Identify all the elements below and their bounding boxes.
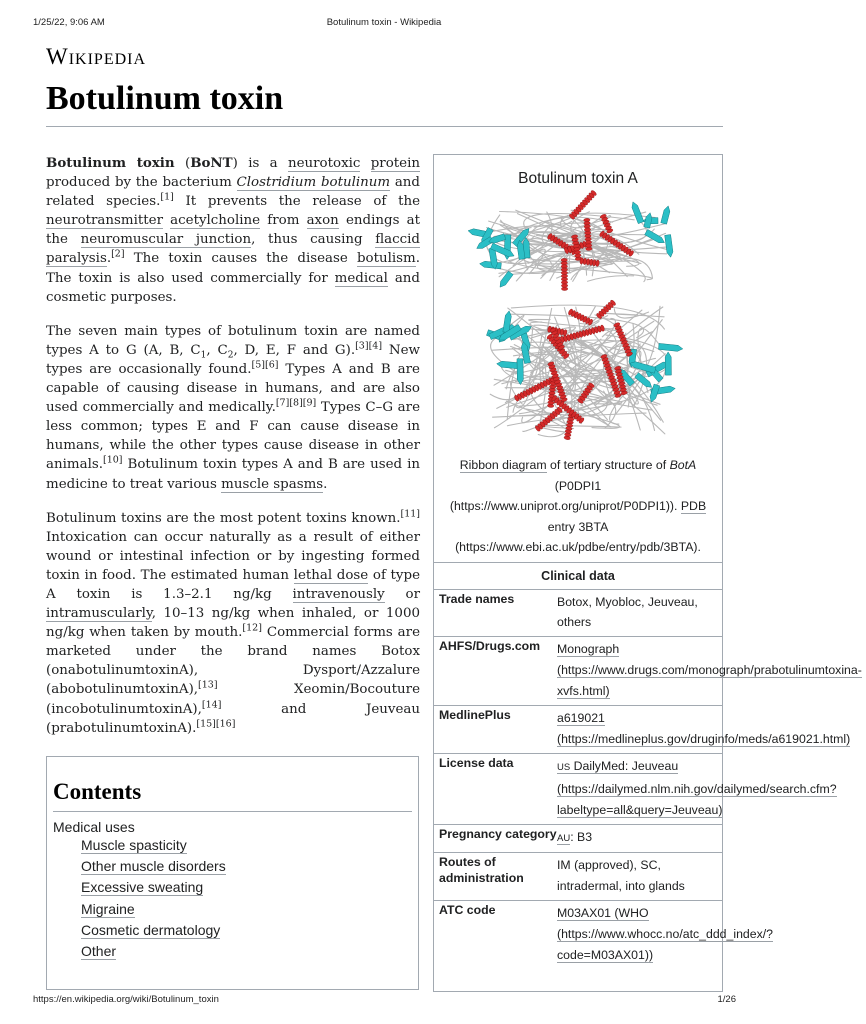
link-clostridium[interactable]: Clostridium botulinum bbox=[236, 175, 391, 191]
toc-item[interactable]: Migraine bbox=[81, 900, 135, 917]
infobox-value: IM (approved), SC, intradermal, into glands bbox=[557, 858, 685, 894]
table-of-contents bbox=[46, 756, 419, 990]
link-dailymed[interactable]: DailyMed: Jeuveau (https://dailymed.nlm.nih.gov/dailymed/search.cfm?labeltype=all&query=Jeuveau) bbox=[557, 758, 837, 817]
protein-ribbon-illustration bbox=[479, 201, 679, 449]
strand-arrow bbox=[480, 261, 502, 269]
paragraph-types: The seven main types of botulinum toxin are named types A to G (A, B, $C_1$, $C_2$, D, E, F and G).[3][4] New types are occasionally found.[5][6] Types A and B are capable of causing disease in humans, and are also used commercially and medically.[7][8][9] Types C–G are less common; types E and F can cause disease in humans, while the other types cause disease in other animals.[10] Botulinum toxin types A and B are used in medicine to treat various muscle spasms. bbox=[46, 323, 420, 492]
citation[interactable]: [2] bbox=[111, 249, 125, 260]
link-intramuscularly[interactable]: intramuscularly bbox=[46, 606, 152, 622]
link-atc-code[interactable]: M03AX01 (WHO (https://www.whocc.no/atc_ddd_index/?code=M03AX01)) bbox=[557, 906, 773, 963]
link-botulism[interactable]: botulism bbox=[356, 251, 416, 267]
paragraph-intro: Botulinum toxin (BoNT) is a neurotoxic protein produced by the bacterium Clostridium botulinum and related species.[1] It prevents the release of the neurotransmitter acetylcholine from axon endings at the neuromuscular junction, thus causing flaccid paralysis.[2] The toxin causes the disease botulism. The toxin is also used commercially for medical and cosmetic purposes. bbox=[46, 155, 421, 305]
helix-segment bbox=[561, 265, 567, 268]
infobox-value bbox=[557, 637, 866, 705]
citation[interactable]: [7] bbox=[275, 397, 290, 409]
strand-arrow bbox=[644, 213, 652, 228]
toc-item[interactable]: Cosmetic dermatology bbox=[81, 921, 221, 938]
link-protein[interactable]: protein bbox=[370, 156, 420, 171]
infobox-label[interactable]: License data bbox=[439, 755, 514, 770]
infobox-row-medlineplus bbox=[434, 705, 851, 753]
infobox-label[interactable]: ATC code bbox=[439, 903, 496, 918]
citation[interactable]: [8] bbox=[289, 397, 303, 409]
helix-segment bbox=[561, 274, 567, 277]
citation[interactable]: [9] bbox=[302, 397, 317, 409]
country-code-au[interactable]: AU bbox=[557, 832, 571, 844]
toc-item[interactable]: Muscle spasticity bbox=[81, 837, 187, 853]
infobox-title: Botulinum toxin A bbox=[518, 170, 638, 187]
print-datetime: 1/25/22, 9:06 AM bbox=[33, 17, 105, 28]
link-medlineplus[interactable]: a619021 (https://medlineplus.gov/druginfo/meds/a619021.html) bbox=[557, 711, 851, 746]
toc-item[interactable]: Other muscle disorders bbox=[81, 858, 226, 875]
strand-arrow bbox=[500, 271, 513, 287]
infobox-row-pregnancy bbox=[434, 824, 722, 853]
citation[interactable]: [13] bbox=[198, 679, 218, 691]
infobox-label[interactable]: Trade names bbox=[439, 591, 515, 606]
helix-segment bbox=[586, 247, 593, 251]
print-tab-title: Botulinum toxin - Wikipedia bbox=[326, 17, 442, 28]
country-code-us[interactable]: US bbox=[557, 761, 571, 773]
link-monograph[interactable]: Monograph (https://www.drugs.com/monograph/prabotulinumtoxina-xvfs.html) bbox=[557, 642, 862, 699]
link-neurotransmitter[interactable]: neurotransmitter bbox=[46, 213, 163, 229]
toc-section-medical-uses[interactable]: Medical uses bbox=[53, 819, 135, 835]
coil-segment bbox=[614, 309, 648, 318]
ribbon-diagram-image[interactable] bbox=[479, 201, 679, 449]
infobox-value bbox=[557, 706, 854, 753]
citation[interactable]: [10] bbox=[102, 454, 123, 466]
infobox-row-ahfs bbox=[434, 636, 862, 705]
link-flaccid-paralysis[interactable]: flaccid paralysis bbox=[46, 232, 420, 267]
helix-segment bbox=[561, 287, 567, 290]
link-ribbon-diagram[interactable]: Ribbon diagram bbox=[459, 458, 547, 472]
strand-arrow bbox=[517, 359, 523, 385]
paragraph-potency: Botulinum toxins are the most potent toxins known.[11] Intoxication can occur naturally as a result of either wound or intestinal infection or by ingesting formed toxin in food. The estimated human lethal dose of type A toxin is 1.3–2.1 ng/kg intravenously or intramuscularly, 10–13 ng/kg when inhaled, or 1000 ng/kg when taken by mouth.[12] Commercial forms are marketed under the brand names Botox (onabotulinumtoxinA), Dysport/Azzalure (abobotulinumtoxinA),[13] Xeomin/Bocouture (incobotulinumtoxinA),[14] and Jeuveau (prabotulinumtoxinA).[15][16] bbox=[46, 508, 420, 736]
link-intravenously[interactable]: intravenously bbox=[292, 586, 385, 602]
article-body bbox=[46, 154, 420, 753]
helix-segment bbox=[561, 281, 567, 284]
bold-term: Botulinum toxin bbox=[46, 155, 175, 171]
toc-list bbox=[53, 835, 412, 962]
bold-abbrev: BoNT bbox=[190, 155, 233, 171]
page-title: Botulinum toxin bbox=[46, 80, 284, 117]
infobox-label[interactable]: AHFS/Drugs.com bbox=[439, 639, 541, 654]
helix-segment bbox=[561, 258, 567, 261]
link-pdb[interactable]: PDB bbox=[680, 499, 707, 513]
infobox-value: AU: B3 bbox=[557, 829, 593, 844]
strand-arrow bbox=[665, 352, 671, 375]
toc-item[interactable]: Excessive sweating bbox=[81, 879, 204, 896]
citation[interactable]: [6] bbox=[264, 359, 279, 371]
toc-title: Contents bbox=[53, 779, 412, 812]
infobox bbox=[433, 154, 862, 992]
link-medical[interactable]: medical bbox=[334, 270, 388, 286]
citation[interactable]: [15] bbox=[196, 718, 216, 730]
link-muscle-spasms[interactable]: muscle spasms bbox=[221, 476, 324, 492]
infobox-value bbox=[557, 901, 777, 969]
citation[interactable]: [16] bbox=[215, 718, 236, 730]
citation[interactable]: [3] bbox=[355, 340, 369, 352]
infobox-row-routes bbox=[434, 852, 722, 900]
citation[interactable]: [12] bbox=[242, 622, 262, 634]
citation[interactable]: [14] bbox=[201, 699, 222, 711]
helix-segment bbox=[561, 268, 567, 271]
infobox-row-license-data bbox=[434, 753, 837, 824]
toc-item[interactable]: Other bbox=[81, 943, 117, 960]
link-neuromuscular-junction[interactable]: neuromuscular junction bbox=[80, 232, 252, 248]
citation[interactable]: [1] bbox=[160, 191, 174, 203]
infobox-caption: Ribbon diagram of tertiary structure of BotA (P0DPI1 (https://www.uniprot.org/uniprot/P0DPI1)). PDB entry 3BTA (https://www.ebi.ac.uk/pdbe/entry/pdb/3BTA). bbox=[449, 458, 707, 554]
link-acetylcholine[interactable]: acetylcholine bbox=[170, 213, 261, 229]
strand-arrow bbox=[661, 206, 670, 224]
infobox-row-trade-names bbox=[434, 589, 722, 637]
infobox-row-atc-code bbox=[434, 900, 773, 969]
helix-segment bbox=[561, 284, 567, 287]
title-divider bbox=[46, 126, 723, 127]
infobox-section-clinical-data: Clinical data bbox=[434, 562, 722, 589]
print-url: https://en.wikipedia.org/wiki/Botulinum_toxin bbox=[33, 994, 219, 1005]
wikipedia-wordmark[interactable]: Wikipedia bbox=[46, 44, 147, 69]
link-axon[interactable]: axon bbox=[306, 213, 339, 229]
citation[interactable]: [5] bbox=[251, 359, 265, 371]
infobox-label[interactable]: Routes of administration bbox=[439, 855, 524, 885]
infobox-label[interactable]: MedlinePlus bbox=[439, 708, 511, 723]
print-header bbox=[0, 17, 768, 33]
link-lethal-dose[interactable]: lethal dose bbox=[293, 567, 369, 583]
link-neurotoxic[interactable]: neurotoxic bbox=[287, 156, 361, 171]
print-page-number: 1/26 bbox=[717, 994, 736, 1005]
helix-segment bbox=[561, 261, 567, 264]
helix-segment bbox=[561, 277, 567, 280]
infobox-label[interactable]: Pregnancy category bbox=[439, 826, 557, 841]
infobox-value: Botox, Myobloc, Jeuveau, others bbox=[557, 594, 698, 630]
strand-arrow bbox=[658, 343, 682, 351]
print-footer bbox=[0, 994, 768, 1010]
strand-arrow bbox=[497, 361, 519, 369]
citation[interactable]: [11] bbox=[400, 508, 420, 520]
citation[interactable]: [4] bbox=[368, 340, 383, 352]
infobox-value bbox=[557, 754, 841, 824]
helix-segment bbox=[561, 271, 567, 274]
